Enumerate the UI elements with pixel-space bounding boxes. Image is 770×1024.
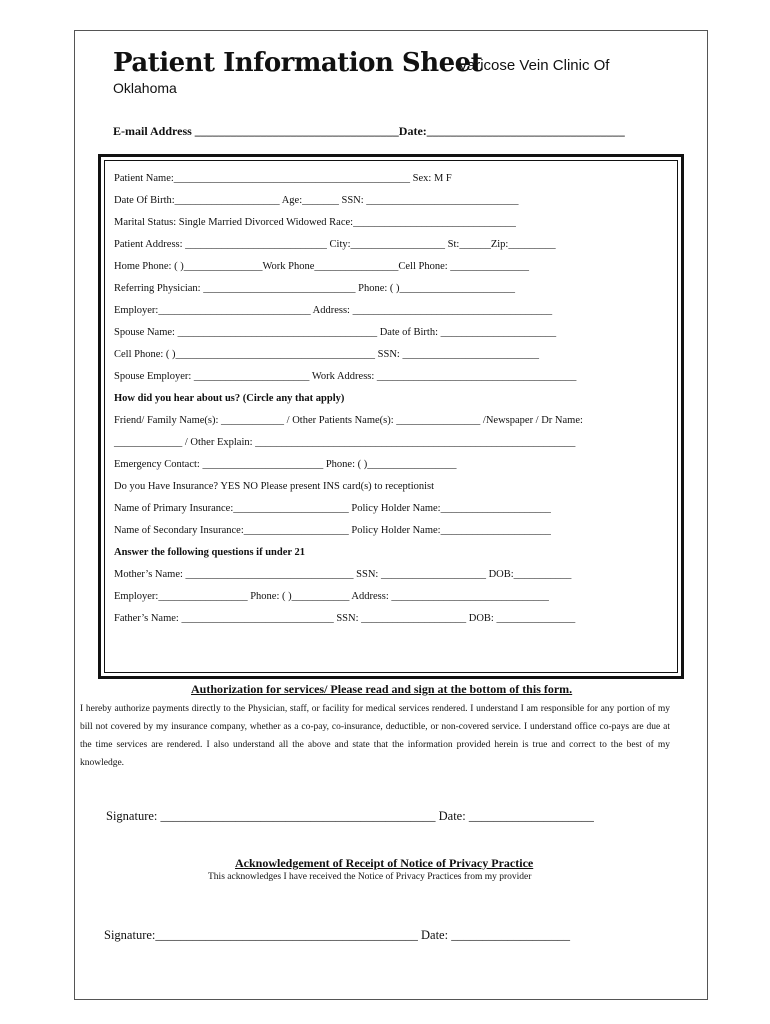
spouse-name-row[interactable]: Spouse Name: ______________________________________ Date of Birth: ______________________ bbox=[114, 327, 557, 338]
patient-name-sex-row[interactable]: Patient Name:_____________________________________________ Sex: M F bbox=[114, 173, 452, 184]
referral-other-row[interactable]: _____________ / Other Explain: _____________________________________________________________ bbox=[114, 437, 576, 448]
dob-age-ssn-row[interactable]: Date Of Birth:____________________ Age:_______ SSN: _____________________________ bbox=[114, 195, 519, 206]
mother-name-row[interactable]: Mother’s Name: ________________________________ SSN: ____________________ DOB:___________ bbox=[114, 569, 572, 580]
referring-physician-row[interactable]: Referring Physician: _____________________________ Phone: ( )______________________ bbox=[114, 283, 516, 294]
emergency-contact-row[interactable]: Emergency Contact: _______________________ Phone: ( )_________________ bbox=[114, 459, 457, 470]
primary-insurance-row[interactable]: Name of Primary Insurance:______________________ Policy Holder Name:_____________________ bbox=[114, 503, 551, 514]
secondary-insurance-row[interactable]: Name of Secondary Insurance:____________________ Policy Holder Name:_____________________ bbox=[114, 525, 551, 536]
father-name-row[interactable]: Father’s Name: _____________________________ SSN: ____________________ DOB: _______________ bbox=[114, 613, 576, 624]
authorization-title: Authorization for services/ Please read and sign at the bottom of this form. bbox=[191, 682, 573, 696]
spouse-employer-row[interactable]: Spouse Employer: ______________________ Work Address: ______________________________________ bbox=[114, 371, 577, 382]
clinic-name-line2: Oklahoma bbox=[113, 80, 177, 96]
patient-address-row[interactable]: Patient Address: ___________________________ City:__________________ St:______Zip:_________ bbox=[114, 239, 556, 250]
referral-names-row[interactable]: Friend/ Family Name(s): ____________ / Other Patients Name(s): ________________ /Newspaper / Dr Name: bbox=[114, 415, 583, 426]
guardian-employer-row[interactable]: Employer:_________________ Phone: ( )___________ Address: ______________________________ bbox=[114, 591, 549, 602]
marital-status-race-row[interactable]: Marital Status: Single Married Divorced Widowed Race:_______________________________ bbox=[114, 217, 516, 228]
authorization-text: I hereby authorize payments directly to the Physician, staff, or facility for medical services rendered. I understand I am responsible for any portion of my bill not covered by my insurance company, whether as a co-pay, co-insurance, deductible, or non-covered service. I understand office co-pays are due at the time services are rendered. I also understand all the above and state that the information provided herein is true and correct to the best of my knowledge. bbox=[80, 704, 670, 768]
authorization-signature-field[interactable]: Signature: ____________________________________________ Date: ____________________ bbox=[106, 809, 594, 823]
cell-phone-ssn-row[interactable]: Cell Phone: ( )______________________________________ SSN: __________________________ bbox=[114, 349, 539, 360]
clinic-name-line1: Varicose Vein Clinic Of bbox=[458, 57, 610, 74]
phone-numbers-row[interactable]: Home Phone: ( )_______________Work Phone________________Cell Phone: _______________ bbox=[114, 261, 530, 272]
page-title: Patient Information Sheet bbox=[113, 48, 483, 78]
employer-address-row[interactable]: Employer:_____________________________ Address: ______________________________________ bbox=[114, 305, 553, 316]
under-21-heading: Answer the following questions if under 21 bbox=[114, 547, 305, 558]
email-date-field[interactable]: E-mail Address __________________________________Date:_________________________________ bbox=[113, 124, 625, 138]
acknowledgement-title: Acknowledgement of Receipt of Notice of Privacy Practice bbox=[235, 856, 534, 870]
insurance-question-row[interactable]: Do you Have Insurance? YES NO Please present INS card(s) to receptionist bbox=[114, 481, 435, 492]
acknowledgement-text: This acknowledges I have received the Notice of Privacy Practices from my provider bbox=[208, 872, 532, 882]
referral-source-heading: How did you hear about us? (Circle any that apply) bbox=[114, 393, 345, 404]
acknowledgement-signature-field[interactable]: Signature:__________________________________________ Date: ___________________ bbox=[104, 928, 570, 942]
